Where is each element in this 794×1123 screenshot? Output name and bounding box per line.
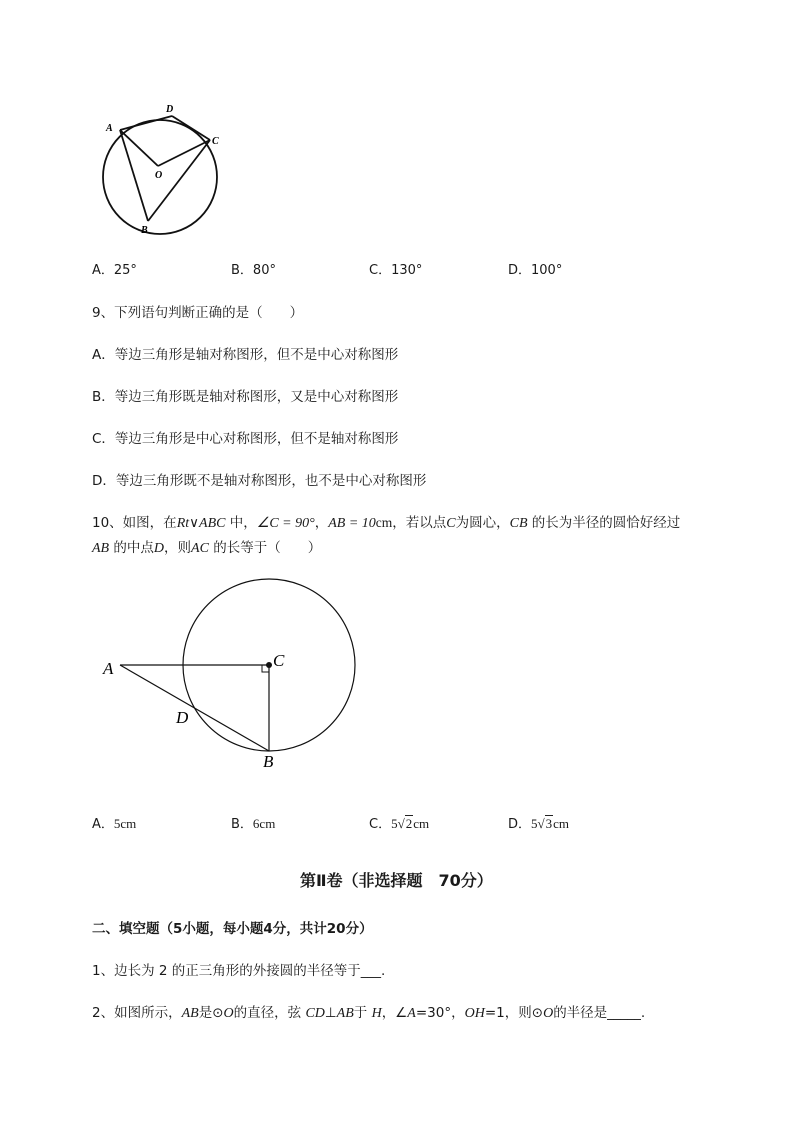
label-a: A <box>106 123 113 134</box>
fig2-label-b: B <box>263 752 274 771</box>
segment-ad <box>120 116 172 130</box>
q10-stem-line1: 10、如图，在Rt∨ABC 中，∠C = 90°，AB = 10cm，若以点C为圆心，CB 的长为半径的圆恰好经过 <box>92 515 681 531</box>
fig2-label-d: D <box>176 708 189 727</box>
fig2-label-c: C <box>273 651 285 670</box>
label-d: D <box>166 104 174 115</box>
segment-oc <box>158 140 210 166</box>
fill-blank-heading: 二、填空题（5小题，每小题4分，共计20分） <box>92 921 373 937</box>
q10-option-b: B．6cm <box>231 816 276 832</box>
circle-figure-1 <box>95 98 235 238</box>
q9-option-c: C．等边三角形是中心对称图形，但不是轴对称图形 <box>92 431 399 447</box>
segment-ab <box>120 665 269 751</box>
triangle-circle-figure-2 <box>95 575 365 775</box>
q9-option-b: B．等边三角形既是轴对称图形，又是中心对称图形 <box>92 389 399 405</box>
q8-option-c: C．130° <box>369 263 423 278</box>
q10-option-c: C．5√2cm <box>369 816 430 832</box>
q9-option-a: A．等边三角形是轴对称图形，但不是中心对称图形 <box>92 347 399 363</box>
q9-stem: 9、下列语句判断正确的是（ ） <box>92 305 304 321</box>
segment-dc <box>172 116 210 140</box>
fill-question-1: 1、边长为 2 的正三角形的外接圆的半径等于___. <box>92 963 386 979</box>
label-b: B <box>141 225 148 236</box>
q10-option-d: D．5√3cm <box>508 816 570 832</box>
q10-option-a: A．5cm <box>92 816 137 832</box>
section2-title: 第Ⅱ卷（非选择题 70分） <box>300 871 493 890</box>
q9-option-d: D．等边三角形既不是轴对称图形，也不是中心对称图形 <box>92 473 427 489</box>
q8-option-b: B．80° <box>231 263 276 278</box>
q10-stem-line2: AB 的中点D，则AC 的长等于（ ） <box>92 540 322 556</box>
fill-question-2: 2、如图所示，AB是⊙O的直径，弦 CD⊥AB于 H，∠A=30°，OH=1，则⊙O的半径是_____. <box>92 1005 646 1021</box>
label-c: C <box>212 136 219 147</box>
fig2-label-a: A <box>103 659 114 678</box>
label-o: O <box>155 170 163 181</box>
q8-option-d: D．100° <box>508 263 563 278</box>
q8-option-a: A．25° <box>92 263 137 278</box>
center-point-c <box>266 662 272 668</box>
